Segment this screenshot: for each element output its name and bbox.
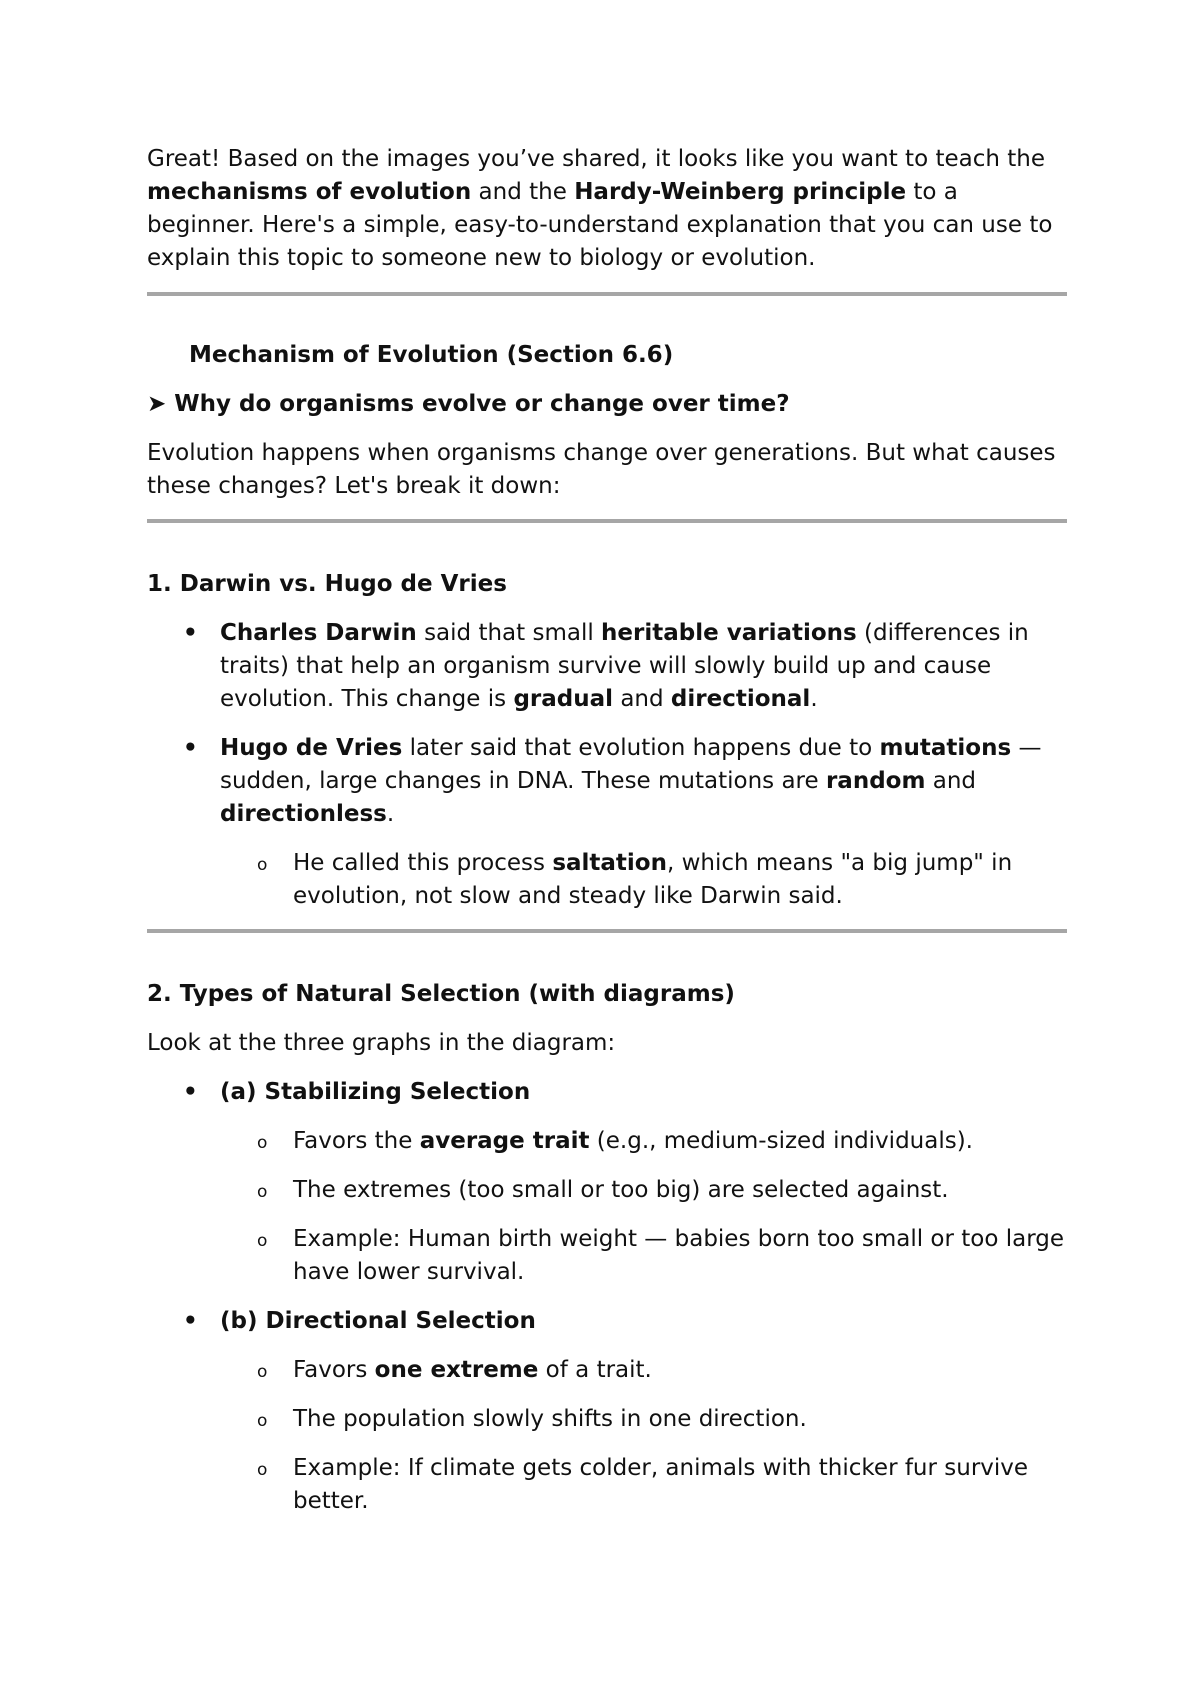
question-heading: ➤ Why do organisms evolve or change over time? bbox=[147, 391, 790, 417]
selection-type-title: (a) Stabilizing Selection bbox=[220, 1079, 531, 1105]
intro-text: Great! Based on the images you’ve shared, it looks like you want to teach the bbox=[147, 146, 1045, 172]
intro-bold-mechanisms: mechanisms of evolution bbox=[147, 179, 472, 205]
bold-term: Hugo de Vries bbox=[220, 735, 403, 761]
list-text: He called this process bbox=[293, 850, 553, 876]
part2-list bbox=[147, 1076, 1067, 1518]
section-title: Mechanism of Evolution (Section 6.6) bbox=[189, 342, 674, 368]
part1-heading: 1. Darwin vs. Hugo de Vries bbox=[147, 571, 507, 597]
part1-list bbox=[147, 617, 1067, 913]
bullet-icon: • bbox=[183, 1308, 198, 1334]
bold-term: mutations bbox=[879, 735, 1012, 761]
list-text: . bbox=[810, 686, 818, 712]
sub-list-item bbox=[147, 1452, 1067, 1518]
list-text: later said that evolution happens due to bbox=[402, 735, 880, 761]
list-item-stabilizing bbox=[147, 1076, 1067, 1109]
intro-paragraph bbox=[147, 143, 1067, 275]
horizontal-divider bbox=[147, 519, 1067, 523]
sub-bullet-icon: o bbox=[257, 1133, 268, 1153]
list-text: and bbox=[925, 768, 977, 794]
list-text: (differences in traits) that help an organism survive will slowly build up and cause evolution. This change is bbox=[220, 620, 1029, 712]
list-text: Example: Human birth weight — babies born too small or too large have lower survival. bbox=[293, 1226, 1065, 1285]
list-text: of a trait. bbox=[538, 1357, 652, 1383]
horizontal-divider bbox=[147, 929, 1067, 933]
sub-list-item bbox=[147, 1174, 1067, 1207]
sub-bullet-icon: o bbox=[257, 1362, 268, 1382]
document-body bbox=[147, 143, 1067, 1518]
list-item-directional bbox=[147, 1305, 1067, 1338]
part2-intro: Look at the three graphs in the diagram: bbox=[147, 1030, 616, 1056]
part2-heading: 2. Types of Natural Selection (with diagrams) bbox=[147, 981, 735, 1007]
bold-term: gradual bbox=[513, 686, 614, 712]
bullet-icon: • bbox=[183, 1079, 198, 1105]
list-text: The population slowly shifts in one direction. bbox=[293, 1406, 807, 1432]
bullet-icon: • bbox=[183, 620, 198, 646]
sub-list-item bbox=[147, 1403, 1067, 1436]
list-text: — sudden, large changes in DNA. These mutations are bbox=[220, 735, 1042, 794]
sub-bullet-icon: o bbox=[257, 1411, 268, 1431]
list-text: Favors bbox=[293, 1357, 375, 1383]
list-text: , which means "a big jump" in evolution, not slow and steady like Darwin said. bbox=[293, 850, 1013, 909]
bold-term: heritable variations bbox=[601, 620, 857, 646]
sub-list-item-saltation bbox=[147, 847, 1067, 913]
sub-list-item bbox=[147, 1125, 1067, 1158]
list-text: and bbox=[613, 686, 671, 712]
sub-list-item bbox=[147, 1354, 1067, 1387]
list-text: Favors the bbox=[293, 1128, 420, 1154]
bold-term: Charles Darwin bbox=[220, 620, 417, 646]
bold-term: directional bbox=[670, 686, 811, 712]
sub-bullet-icon: o bbox=[257, 1231, 268, 1251]
horizontal-divider bbox=[147, 292, 1067, 296]
bold-term: directionless bbox=[220, 801, 387, 827]
intro-bold-hardy-weinberg: Hardy-Weinberg principle bbox=[574, 179, 907, 205]
bullet-icon: • bbox=[183, 735, 198, 761]
bold-term: average trait bbox=[419, 1128, 590, 1154]
bold-term: one extreme bbox=[374, 1357, 539, 1383]
list-item-darwin bbox=[147, 617, 1067, 716]
sub-bullet-icon: o bbox=[257, 855, 268, 875]
sub-bullet-icon: o bbox=[257, 1182, 268, 1202]
sub-bullet-icon: o bbox=[257, 1460, 268, 1480]
list-text: Example: If climate gets colder, animals with thicker fur survive better. bbox=[293, 1455, 1029, 1514]
intro-text: and the bbox=[471, 179, 575, 205]
list-text: said that small bbox=[416, 620, 602, 646]
list-text: (e.g., medium-sized individuals). bbox=[589, 1128, 973, 1154]
list-item-devries bbox=[147, 732, 1067, 831]
list-text: . bbox=[386, 801, 395, 827]
bold-term: saltation bbox=[552, 850, 667, 876]
list-text: The extremes (too small or too big) are selected against. bbox=[293, 1177, 949, 1203]
sub-list-item bbox=[147, 1223, 1067, 1289]
intro-text: to a beginner. Here's a simple, easy-to-understand explanation that you can use to explain this topic to someone new to biology or evolution. bbox=[147, 179, 1053, 271]
bold-term: random bbox=[825, 768, 926, 794]
selection-type-title: (b) Directional Selection bbox=[220, 1308, 536, 1334]
question-answer: Evolution happens when organisms change over generations. But what causes these changes? Let's break it down: bbox=[147, 440, 1056, 499]
